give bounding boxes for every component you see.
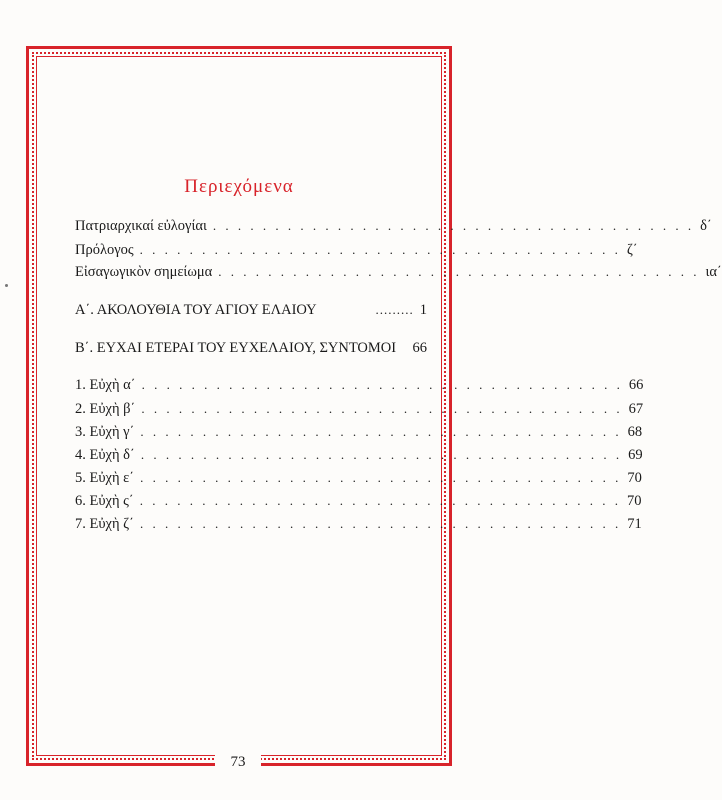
toc-entry-label: Πατριαρχικαί εὐλογίαι xyxy=(75,218,207,234)
toc-entry-page: 66 xyxy=(628,377,644,393)
toc-entry-label: 4. Εὐχὴ δ΄ xyxy=(75,447,135,463)
toc-section xyxy=(75,340,427,357)
dot-leader: . . . . . . . . . . . . . . . . . . . . . . . . . . . . . . . . . . . . . . . xyxy=(212,218,695,233)
toc-entry xyxy=(75,264,722,281)
toc-entry xyxy=(75,470,642,487)
toc-entry xyxy=(75,242,638,259)
toc-entry-label: Εἰσαγωγικὸν σημείωμα xyxy=(75,264,213,280)
toc-entry-page: 70 xyxy=(627,493,642,509)
toc-section-page: 66 xyxy=(412,340,427,356)
toc-entry-label: 5. Εὐχὴ ε΄ xyxy=(75,470,135,486)
toc-entry-page: 68 xyxy=(627,424,643,440)
toc-entry-label: 1. Εὐχὴ α΄ xyxy=(75,377,136,393)
toc-entry-page: 71 xyxy=(627,516,642,532)
toc-entry-page: δ΄ xyxy=(700,218,712,234)
dot-leader: . . . . . . . . . . . . . . . . . . . . . . . . . . . . . . . . . . . . . . . xyxy=(141,401,623,416)
toc-entry-page: 67 xyxy=(628,401,644,417)
dot-leader: . . . . . . . . . . . . . . . . . . . . . . . . . . . . . . . . . . . . . . . xyxy=(139,493,622,508)
toc-section xyxy=(75,302,427,319)
toc-entry-label: 7. Εὐχὴ ζ΄ xyxy=(75,516,135,532)
toc-entry-page: ζ΄ xyxy=(626,242,638,258)
toc-entry xyxy=(75,424,643,441)
dot-leader: . . . . . . . . . . . . . . . . . . . . . . . . . . . . . . . . . . . . . . . xyxy=(141,377,623,392)
toc-entry xyxy=(75,218,712,235)
stray-mark xyxy=(5,284,8,287)
dot-leader: ......... xyxy=(375,302,414,317)
dot-leader: . . . . . . . . . . . . . . . . . . . . . . . . . . . . . . . . . . . . . . . xyxy=(218,264,700,279)
toc-section-label: Β΄. ΕΥΧΑΙ ΕΤΕΡΑΙ ΤΟΥ ΕΥΧΕΛΑΙΟΥ, ΣΥΝΤΟΜΟΙ xyxy=(75,340,397,356)
toc-entry-label: Πρόλογος xyxy=(75,242,134,258)
toc-entry xyxy=(75,377,644,394)
toc-entry xyxy=(75,493,642,510)
toc-entry-label: 3. Εὐχὴ γ΄ xyxy=(75,424,135,440)
toc-entry xyxy=(75,401,644,418)
toc-entry-label: 2. Εὐχὴ β΄ xyxy=(75,401,136,417)
toc-entry-page: 70 xyxy=(627,470,642,486)
toc-entry-page: 69 xyxy=(628,447,643,463)
toc-entry-label: 6. Εὐχὴ ς΄ xyxy=(75,493,134,509)
toc-entry-page: ια΄ xyxy=(705,264,722,280)
page-number: 73 xyxy=(215,752,261,772)
page-title: Περιεχόμενα xyxy=(184,176,294,197)
toc-section-page: 1 xyxy=(419,302,427,318)
dot-leader: . . . . . . . . . . . . . . . . . . . . . . . . . . . . . . . . . . . . . . . xyxy=(140,470,622,485)
toc-entry xyxy=(75,447,643,464)
dot-leader: . . . . . . . . . . . . . . . . . . . . . . . . . . . . . . . . . . . . . . . xyxy=(140,516,622,531)
toc-section-label: Α΄. ΑΚΟΛΟΥΘΙΑ ΤΟΥ ΑΓΙΟΥ ΕΛΑΙΟΥ xyxy=(75,302,317,318)
toc-entry xyxy=(75,516,642,533)
dot-leader: . . . . . . . . . . . . . . . . . . . . . . . . . . . . . . . . . . . . . . . xyxy=(139,242,621,257)
dot-leader: . . . . . . . . . . . . . . . . . . . . . . . . . . . . . . . . . . . . . . . xyxy=(140,424,622,439)
dot-leader: . . . . . . . . . . . . . . . . . . . . . . . . . . . . . . . . . . . . . . . xyxy=(140,447,623,462)
